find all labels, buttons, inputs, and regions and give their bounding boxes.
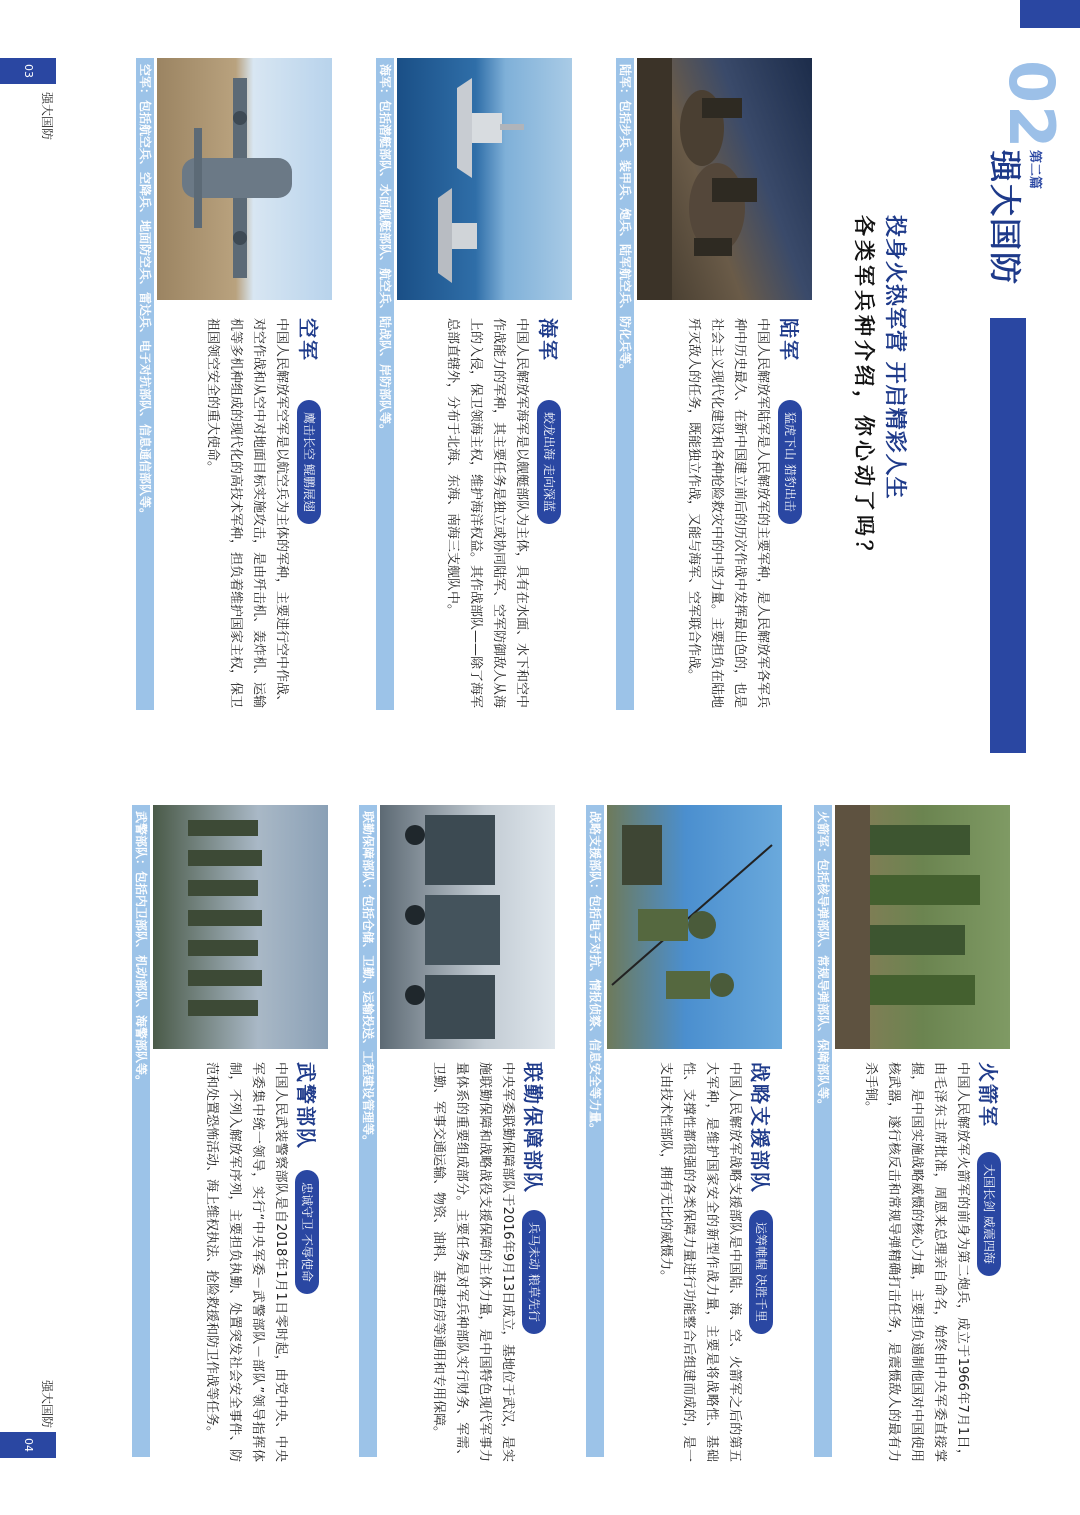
armed-police-formation-photo-art	[153, 805, 328, 1049]
header-top-tab	[1020, 0, 1080, 28]
rocket-units-bar: 火箭军：包括核导弹部队、常规导弹部队、保障部队等。	[814, 805, 832, 1457]
navy-units-bar: 海军：包括潜艇部队、水面舰艇部队、航空兵、陆战队、岸防部队等。	[376, 58, 394, 710]
left-footer-text: 强大国防	[40, 92, 54, 141]
airforce-body: 中国人民解放军空军是以航空兵为主体的军种，主要进行空中作战、对空作战和从空中对地面目标实施攻击，是由歼击机、轰炸机、运输机等多机种组成的现代化的高技术军种，担负着维护国家主权，保卫祖国领空安全的重大使命。	[205, 318, 289, 709]
airforce-title: 空军	[296, 318, 320, 362]
right-footer-text: 强大国防	[40, 1380, 54, 1429]
army-photo	[637, 58, 812, 300]
strategic-photo	[607, 805, 782, 1049]
strategic-units-bar: 战略支援部队：包括电子对抗、情报侦察、信息安全等力量。	[586, 805, 604, 1457]
strategic-body: 中国人民解放军战略支援部队是中国陆、海、空、火箭军之后的第五大军种，是维护国家安全的新型作战力量，主要是将战略性、基础性、支撑性都很强的各类保障力量进行功能整合后组建而成的，是一支由技术性部队，拥有无比的威慑力。	[658, 1062, 742, 1462]
airforce-photo	[157, 58, 332, 300]
headline: 投身火热军营 开启精彩人生	[882, 215, 907, 500]
army-badge: 猛虎下山 猎豹出击	[778, 400, 802, 524]
strategic-title: 战略支援部队	[748, 1062, 772, 1194]
part-number: 02	[995, 60, 1068, 151]
armedpolice-badge: 忠诚守卫 不辱使命	[295, 1170, 319, 1294]
navy-title: 海军	[536, 318, 560, 362]
rocket-badge: 大国长剑 威震四海	[977, 1152, 1001, 1276]
navy-photo	[397, 58, 572, 300]
army-title: 陆军	[777, 318, 801, 362]
missile-launchers-photo-art	[835, 805, 1010, 1049]
logistics-title: 联勤保障部队	[521, 1062, 545, 1194]
logistics-body: 中央军委联勤保障部队于2016年9月13日成立，基地位于武汉，是实施联勤保障和战略战役支援保障的主体力量，是中国特色现代军事力量体系的重要组成部分。主要任务是对军兵种部队实行财务、军需、卫勤、军事交通运输、物资、油料、基建营房等通用和专用保障。	[431, 1062, 515, 1462]
rocket-body: 中国人民解放军火箭军的前身为第二炮兵，成立于1966年7月1日，由毛泽东主席批准，周恩来总理亲自命名，始终由中央军委直接掌握，是中国实施战略威慑的核心力量，主要担负遏制他国对中国使用核武器，遂行核反击和常规导弹精确打击任务，是震慑敌人的最有力杀手锏。	[863, 1062, 970, 1462]
part-title: 强大国防	[986, 150, 1024, 287]
armedpolice-units-bar: 武警部队：包括内卫部队、机动部队、海警部队等。	[132, 805, 150, 1457]
header-divider-bar	[990, 318, 1026, 753]
subline: 各类军兵种介绍，你心动了吗？	[852, 215, 876, 565]
army-body: 中国人民解放军陆军是人民解放军的主要军种，是人民解放军各军兵种中历史最久、在新中国建立前后的历次作战中发挥最出色的，也是社会主义现代化建设和各种抢险救灾中的中坚力量。主要担负在陆地歼灭敌人的任务，既能独立作战，又能与海军、空军联合作战。	[686, 318, 770, 709]
communications-soldiers-photo-art	[607, 805, 782, 1049]
convoy-trucks-photo-art	[380, 805, 555, 1049]
navy-badge: 蛟龙出海 走向深蓝	[537, 400, 561, 524]
soldiers-photo-art	[637, 58, 812, 300]
rocket-photo	[835, 805, 1010, 1049]
warships-photo-art	[397, 58, 572, 300]
armedpolice-title: 武警部队	[294, 1062, 318, 1150]
strategic-badge: 运筹帷幄 决胜千里	[749, 1210, 773, 1334]
logistics-badge: 兵马未动 粮草先行	[522, 1210, 546, 1334]
armedpolice-photo	[153, 805, 328, 1049]
logistics-photo	[380, 805, 555, 1049]
airforce-badge: 鹰击长空 鲲鹏展翅	[297, 400, 321, 524]
part-label: 第二篇	[1027, 150, 1042, 190]
right-page-number: 04	[0, 1432, 56, 1458]
left-page-number: 03	[0, 58, 56, 84]
airforce-units-bar: 空军：包括航空兵、空降兵、地面防空兵、雷达兵、电子对抗部队、信息通信部队等。	[136, 58, 154, 710]
logistics-units-bar: 联勤保障部队：包括仓储、卫勤、运输投送、工程建设管理等。	[359, 805, 377, 1457]
rocket-title: 火箭军	[976, 1062, 1000, 1128]
aircraft-photo-art	[157, 58, 332, 300]
armedpolice-body: 中国人民武装警察部队是自2018年1月1日零时起，由党中央、中央军委集中统一领导，实行“中央军委－武警部队－部队”领导指挥体制，不列入解放军序列，主要担负执勤、处置突发社会安全事件、防范和处置恐怖活动、海上维权执法、抢险救援和防卫作战等任务。	[204, 1062, 288, 1462]
army-units-bar: 陆军：包括步兵、装甲兵、炮兵、陆军航空兵、防化兵等。	[616, 58, 634, 710]
navy-body: 中国人民解放军海军是以舰艇部队为主体，具有在水面、水下和空中作战能力的军种，其主要任务是独立或协同陆军、空军防御敌人从海上的入侵，保卫领海主权，维护海洋权益。其作战部队——除了海军总部直辖外，分布于北海、东海、南海三支舰队中。	[445, 318, 529, 709]
